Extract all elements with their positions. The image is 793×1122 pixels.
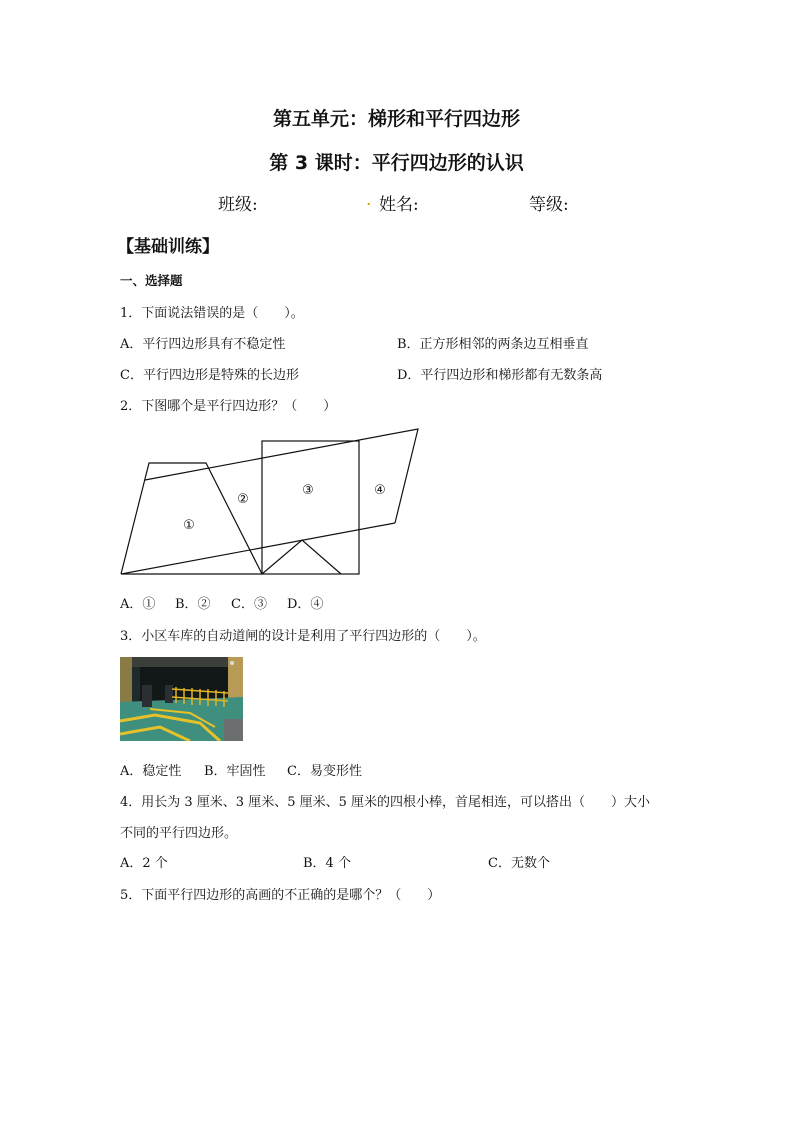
name-label: 姓名: [379, 195, 419, 215]
question-3-option-c: C．易变形性 [287, 764, 362, 779]
question-2-option-c: C．③ [231, 597, 267, 612]
worksheet-title: 第五单元：梯形和平行四边形 [272, 108, 520, 130]
question-1-stem: 1．下面说法错误的是（ ）。 [120, 306, 304, 321]
figure-label-4: ④ [374, 483, 386, 498]
section-title: 【基础训练】 [117, 237, 219, 257]
question-3-stem: 3．小区车库的自动道闸的设计是利用了平行四边形的（ ）。 [120, 629, 486, 644]
parking-gate-photo [120, 657, 243, 741]
question-1-option-b: B．正方形相邻的两条边互相垂直 [397, 337, 589, 352]
question-4-option-c: C．无数个 [488, 856, 550, 871]
question-5-stem: 5．下面平行四边形的高画的不正确的是哪个？（ ） [120, 888, 441, 903]
question-2-stem: 2．下图哪个是平行四边形？（ ） [120, 399, 337, 414]
question-4-stem-line2: 不同的平行四边形。 [120, 826, 238, 841]
question-3-option-b: B．牢固性 [204, 764, 266, 779]
figure-label-2: ② [237, 492, 249, 507]
class-label: 班级: [218, 195, 258, 215]
question-1-option-a: A．平行四边形具有不稳定性 [120, 337, 286, 352]
question-2-option-b: B．② [175, 597, 211, 612]
question-2-option-d: D．④ [287, 597, 324, 612]
question-3-option-a: A．稳定性 [120, 764, 182, 779]
figure-label-1: ① [183, 518, 195, 533]
question-1-option-c: C．平行四边形是特殊的长边形 [120, 368, 299, 383]
decorative-dot: . [366, 190, 372, 210]
subsection-title: 一、选择题 [120, 273, 183, 288]
question-4-option-b: B．4 个 [303, 856, 351, 871]
grade-label: 等级: [529, 195, 569, 215]
lesson-subtitle: 第 3 课时：平行四边形的认识 [269, 152, 524, 174]
figure-label-3: ③ [302, 483, 314, 498]
question-2-option-a: A．① [120, 597, 156, 612]
question-1-option-d: D．平行四边形和梯形都有无数条高 [397, 368, 603, 383]
question-4-option-a: A．2 个 [120, 856, 168, 871]
question-4-stem-line1: 4．用长为 3 厘米、3 厘米、5 厘米、5 厘米的四根小棒，首尾相连，可以搭出（ ）大小 [120, 795, 651, 810]
